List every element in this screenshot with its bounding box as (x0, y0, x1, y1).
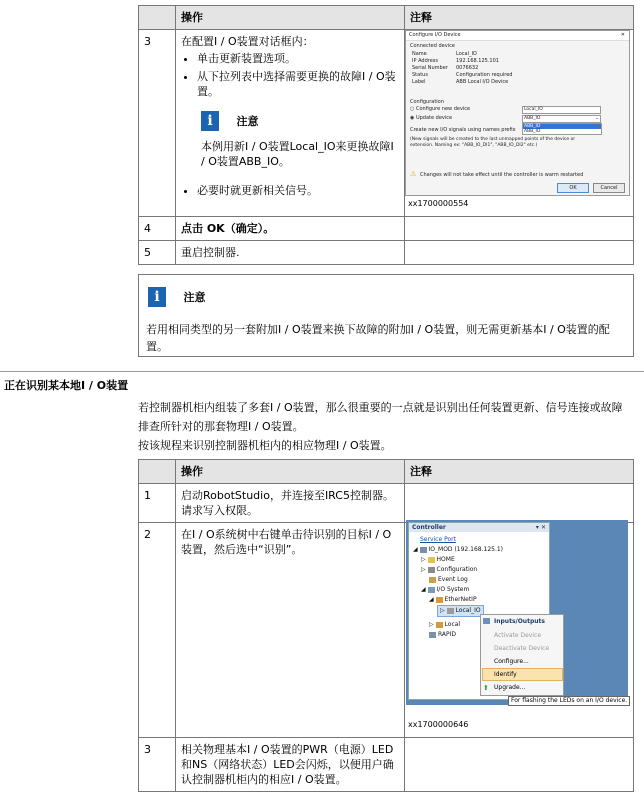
menu-item-deactivate-device[interactable]: Deactivate Device (494, 645, 550, 652)
io-system-icon (428, 587, 435, 593)
section-rule (0, 371, 644, 372)
step-number: 3 (139, 738, 176, 792)
device-select-value: ABB_IO (524, 116, 541, 121)
field-value: Local_IO (456, 51, 477, 57)
radio-label: Update device (415, 115, 453, 121)
section-paragraph: 按该规程来识别控制器机柜内的相应物理I / O装置。 (138, 439, 392, 452)
step-note (405, 217, 634, 241)
radio-configure-new[interactable]: ○ Configure new device (410, 106, 471, 112)
header-note: 注释 (405, 6, 634, 30)
folder-icon (428, 557, 435, 563)
dialog-titlebar (406, 31, 629, 41)
tree-item-label: Local_IO (455, 607, 481, 614)
configuration-label: Configuration (410, 99, 444, 105)
panel-controls[interactable]: ▾ ✕ (535, 524, 546, 531)
note-text: 若用相同类型的另一套附加I / O装置来换下故障的附加I / O装置，则无需更新基本I / O装置的配置。 (146, 323, 610, 353)
tree-item-event-log[interactable] (429, 575, 468, 585)
step-number: 5 (139, 241, 176, 265)
field-value: Configuration required (456, 72, 513, 78)
device-select[interactable] (522, 115, 601, 123)
tree-item-rapid[interactable] (429, 630, 456, 640)
robotstudio-screenshot (406, 520, 628, 705)
ok-button[interactable]: OK (557, 183, 589, 193)
tree-item-label: RAPID (438, 631, 457, 638)
log-icon (429, 577, 436, 583)
device-dropdown-list[interactable] (522, 123, 602, 135)
header-operation: 操作 (176, 6, 405, 30)
step-number: 4 (139, 217, 176, 241)
field-value: 192.168.125.101 (456, 58, 499, 64)
panel-title: Controller (412, 524, 446, 531)
info-icon: i (148, 287, 166, 307)
radio-label: Configure new device (415, 106, 471, 112)
step-operation: 相关物理基本I / O装置的PWR（电源）LED和NS（网络状态）LED会闪烁，以便用户确认控制器机柜内的相应I / O装置。 (176, 738, 405, 792)
tree-item-local[interactable]: ▷ Local (429, 621, 461, 628)
rapid-icon (429, 632, 436, 638)
tree-item-configuration[interactable]: ▷ Configuration (421, 566, 478, 573)
warning-icon: ⚠ (410, 170, 417, 178)
header-blank (139, 6, 176, 30)
bullet-item: • 单击更新装置选项。 (197, 51, 399, 66)
tree-item-label: IO_MOD (192.168.125.1) (428, 546, 504, 553)
step-number: 2 (139, 523, 176, 738)
tree-item-label: I/O System (436, 586, 470, 593)
close-icon[interactable]: ✕ (620, 32, 625, 38)
tree-item-io-system[interactable]: ◢ I/O System (421, 586, 470, 593)
inputs-outputs-icon (483, 618, 490, 624)
field-value: 0076632 (456, 65, 479, 71)
dropdown-option[interactable]: ABB_IO (523, 124, 601, 129)
step-operation: 点击 OK（确定）。 (176, 217, 405, 241)
dropdown-option[interactable]: ABB_IO (524, 129, 541, 134)
step-operation: 启动RobotStudio，并连接至IRC5控制器。请求写入权限。 (176, 484, 405, 523)
step-note (405, 738, 634, 792)
tree-item-label: EtherNetIP (444, 596, 477, 603)
chevron-down-icon: ⌄ (595, 116, 599, 121)
field-label: Label (412, 79, 426, 85)
image-caption: xx1700000646 (408, 720, 469, 729)
bullet-item: • 从下拉列表中选择需要更换的故障I / O装置。 (197, 69, 399, 99)
tree-item-label: Event Log (438, 576, 468, 583)
step-number: 1 (139, 484, 176, 523)
field-label: Status (412, 72, 428, 78)
context-menu (480, 614, 564, 696)
upgrade-icon: ⬆ (483, 684, 489, 692)
step-note (405, 241, 634, 265)
create-signals-checkbox[interactable]: Create new I/O signals using names prefix (410, 127, 516, 133)
menu-item-activate-device[interactable]: Activate Device (494, 632, 542, 639)
connected-device-label: Connected device (410, 43, 455, 49)
step-intro: 在配置I / O装置对话框内： (181, 35, 314, 48)
note-title: 注意 (183, 291, 206, 304)
note-box (138, 274, 634, 357)
header-operation: 操作 (176, 460, 405, 484)
header-blank (139, 460, 176, 484)
menu-item-configure[interactable]: Configure... (494, 658, 529, 665)
network-icon (436, 622, 443, 628)
field-label: IP Address (412, 58, 438, 64)
image-caption: xx1700000554 (408, 199, 469, 208)
field-label: Name (412, 51, 427, 57)
note-title: 注意 (236, 115, 259, 128)
section-paragraph: 若控制器机柜内组装了多套I / O装置，那么很重要的一点就是识别出任何装置更新、信号连接或故障排查所针对的那套物理I / O装置。 (138, 401, 623, 433)
section-heading: 正在识别某本地I / O装置 (4, 379, 129, 392)
step-number: 3 (139, 30, 176, 217)
warning-text: Changes will not take effect until the controller is warm restarted (420, 172, 584, 178)
controller-icon (420, 547, 427, 553)
tree-item-home[interactable]: ▷ HOME (421, 556, 455, 563)
panel-header (409, 523, 549, 532)
tree-item-service-port[interactable]: Service Port (420, 536, 456, 543)
tree-item-ethernetip[interactable]: ◢ EtherNetIP (429, 596, 477, 603)
cancel-button[interactable]: Cancel (593, 183, 625, 193)
header-note: 注释 (405, 460, 634, 484)
dialog-title: Configure I/O Device (409, 32, 461, 38)
new-device-name-input[interactable]: Local_IO (522, 106, 601, 114)
menu-item-upgrade[interactable]: Upgrade... (494, 684, 526, 691)
tree-item-controller[interactable]: ◢ IO_MOD (192.168.125.1) (413, 546, 504, 553)
info-icon: i (201, 111, 219, 131)
note-text: 本例用新I / O装置Local_IO来更换故障I / O装置ABB_IO。 (201, 140, 394, 168)
device-icon (447, 608, 454, 614)
gear-icon (428, 567, 435, 573)
field-value: ABB Local I/O Device (456, 79, 509, 85)
field-label: Serial Number (412, 65, 448, 71)
step-note (405, 484, 634, 523)
menu-item-inputs-outputs[interactable]: Inputs/Outputs (494, 618, 545, 625)
configure-io-device-dialog (405, 30, 630, 196)
tree-item-label: HOME (436, 556, 455, 563)
tree-item-label: Local (444, 621, 461, 628)
menu-item-identify[interactable]: Identify (494, 671, 517, 678)
tooltip: For flashing the LEDs on an I/O device. (508, 696, 630, 706)
info-text: (New signals will be created to the last unmapped points of the device or extension. Naming ex: "ABB_IO_DI1", "ABB_IO_DI2" etc.) (410, 137, 576, 148)
radio-update-device[interactable]: ◉ Update device (410, 115, 453, 121)
tree-item-label: Configuration (436, 566, 478, 573)
step-operation: 在I / O系统树中右键单击待识别的目标I / O装置，然后选中“识别”。 (176, 523, 405, 738)
step-operation: 重启控制器. (176, 241, 405, 265)
network-icon (436, 597, 443, 603)
tree-item-local-io[interactable]: ▷ Local_IO (437, 605, 484, 617)
step-operation (176, 30, 405, 217)
bullet-item: • 必要时就更新相关信号。 (197, 183, 399, 198)
